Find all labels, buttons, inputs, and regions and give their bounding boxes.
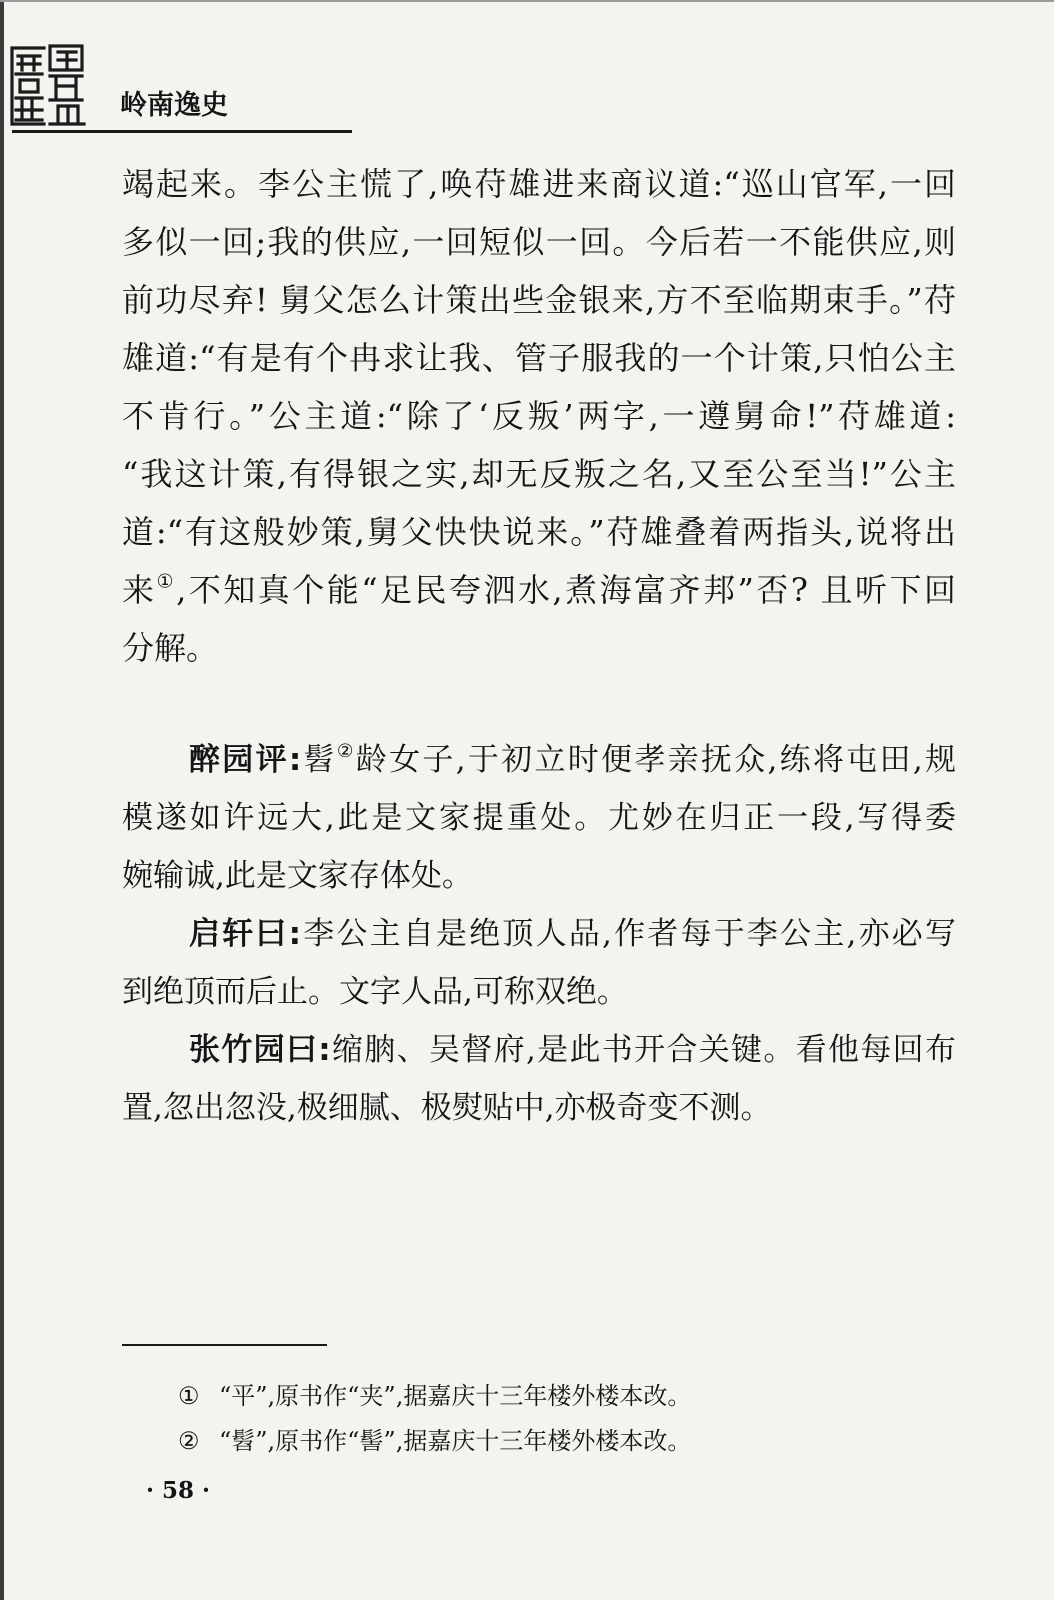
text-line: 不肯行。”公主道:“除了‘反叛’两字,一遵舅命!”苻雄道: (122, 397, 956, 435)
text-segment: ,不知真个能“足民夸泗水,煮海富齐邦”否? 且听下回 (176, 571, 956, 609)
text-line: 道:“有这般妙策,舅父快快说来。”苻雄叠着两指头,说将出 (122, 513, 956, 551)
text-segment: 龄女子,于初立时便孝亲抚众,练将屯田,规 (355, 742, 956, 778)
text-line: 雄道:“有是有个冉求让我、管子服我的一个计策,只怕公主 (122, 339, 956, 377)
commentary-section (122, 731, 956, 1137)
comment-line: 婉输诚,此是文家存体处。 (122, 858, 473, 894)
page-number: · 58 · (146, 1477, 211, 1504)
series-seal-logo-icon (8, 40, 86, 130)
footnote-text: “平”,原书作“夹”,据嘉庆十三年楼外楼本改。 (219, 1382, 692, 1410)
footnote (178, 1419, 938, 1464)
footnote-rule (122, 1344, 327, 1346)
footnote-reference: ② (336, 740, 356, 762)
text-line (122, 561, 956, 619)
text-line: 分解。 (122, 629, 219, 667)
text-segment: 缩朒、吴督府,是此书开合关键。看他每回布 (330, 1032, 956, 1068)
comment-label: 启轩曰: (189, 916, 302, 952)
comment-line: 置,忽出忽没,极细腻、极熨贴中,亦极奇变不测。 (122, 1090, 772, 1126)
book-title: 岭南逸史 (120, 90, 228, 121)
text-line: 多似一回;我的供应,一回短似一回。今后若一不能供应,则 (122, 223, 956, 261)
main-text (122, 155, 956, 677)
scan-edge-top (0, 0, 1054, 2)
text-line: “我这计策,有得银之实,却无反叛之名,又至公至当!”公主 (122, 455, 956, 493)
header-rule (12, 130, 352, 133)
comment-line (122, 1021, 956, 1079)
scan-edge-left (0, 0, 4, 1600)
footnote-text: “髫”,原书作“髻”,据嘉庆十三年楼外楼本改。 (219, 1427, 692, 1455)
comment-line: 到绝顶而后止。文字人品,可称双绝。 (122, 974, 628, 1010)
text-line: 前功尽弃! 舅父怎么计策出些金银来,方不至临期束手。”苻 (122, 281, 956, 319)
comment-line (122, 905, 956, 963)
footnotes (178, 1374, 938, 1464)
footnote-marker: ② (178, 1427, 200, 1455)
comment-label: 醉园评: (189, 742, 302, 778)
footnote (178, 1374, 938, 1419)
footnote-marker: ① (178, 1382, 200, 1410)
text-segment: 李公主自是绝顶人品,作者每于李公主,亦必写 (301, 916, 956, 952)
text-segment: 来 (122, 571, 157, 609)
comment-line (122, 731, 956, 789)
text-segment: 髫 (301, 742, 337, 778)
comment-label: 张竹园曰: (189, 1032, 331, 1068)
text-line: 竭起来。李公主慌了,唤苻雄进来商议道:“巡山官军,一回 (122, 165, 956, 203)
comment-line: 模遂如许远大,此是文家提重处。尤妙在归正一段,写得委 (122, 800, 956, 836)
footnote-reference: ① (156, 569, 177, 593)
